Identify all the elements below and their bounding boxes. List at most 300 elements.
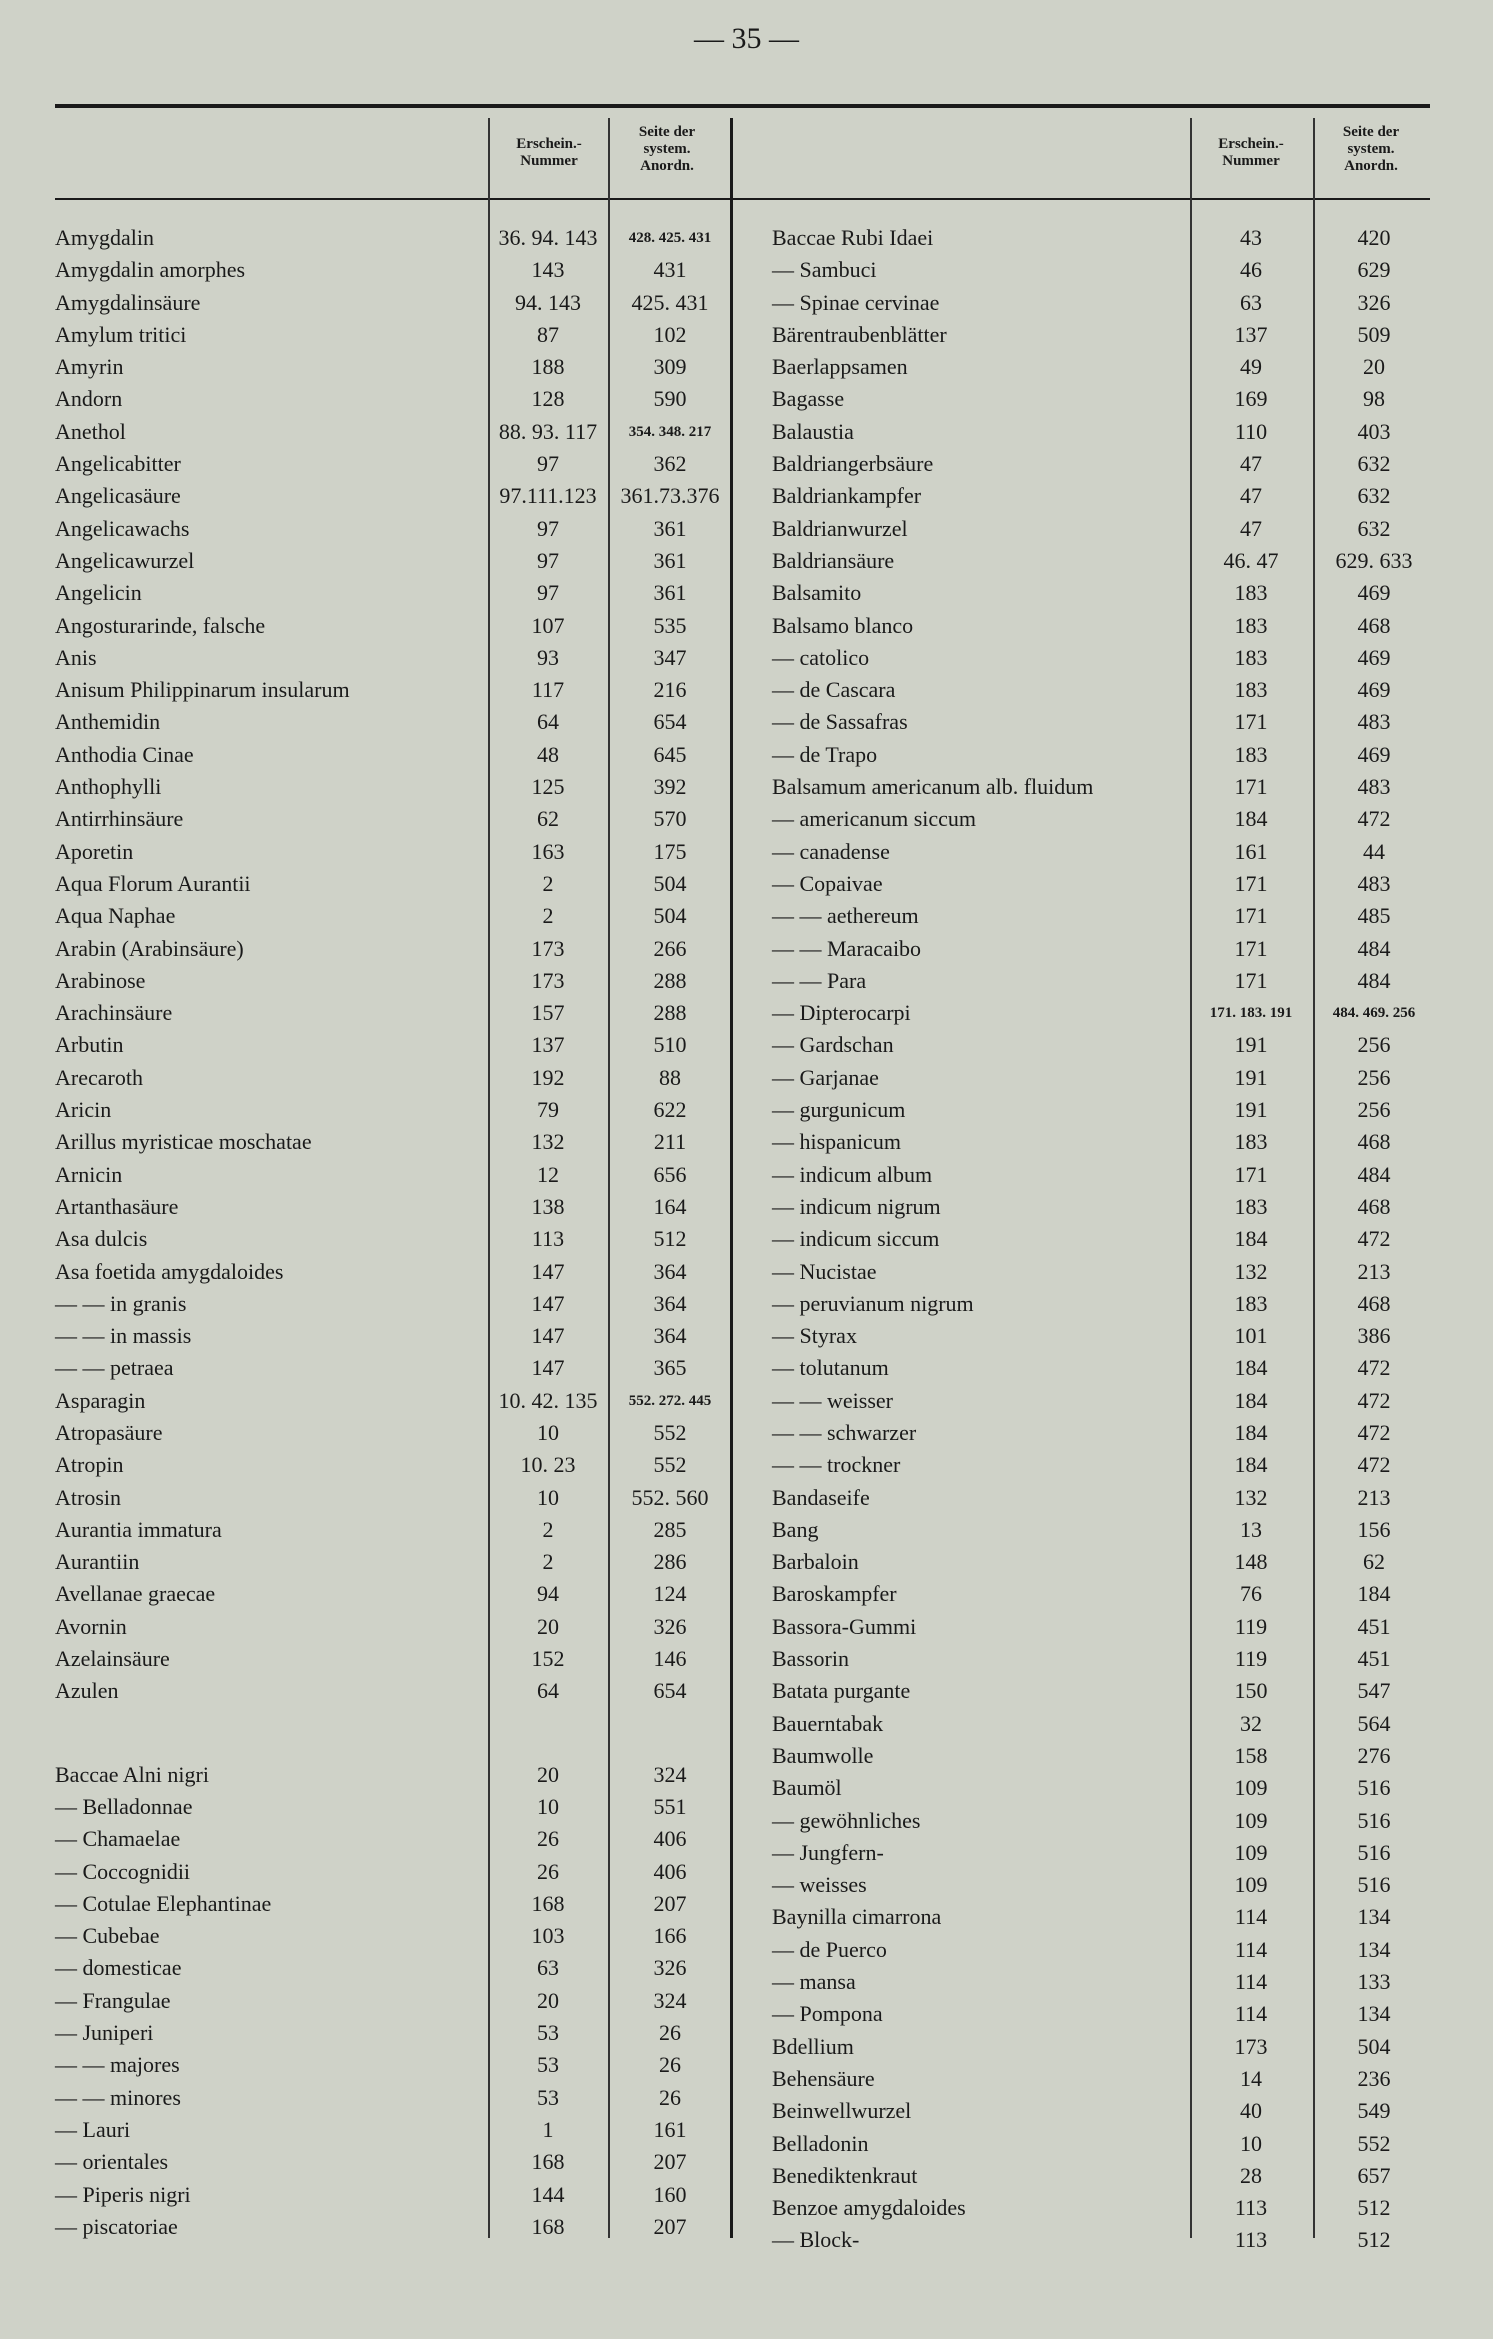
index-entry [55, 642, 725, 674]
index-entry [772, 2128, 1432, 2160]
index-entry [772, 2095, 1432, 2127]
index-entry [772, 1449, 1432, 1481]
index-entry [772, 2160, 1432, 2192]
entry-erschein-nummer: 137 [1234, 321, 1268, 347]
index-entry [772, 965, 1432, 997]
entry-erschein-nummer: 64 [537, 1678, 559, 1704]
index-entry [55, 1823, 725, 1855]
index-entry [55, 287, 725, 319]
entry-erschein-nummer: 109 [1234, 1872, 1268, 1898]
entry-erschein-nummer: 161 [1234, 838, 1268, 864]
entry-erschein-nummer: 147 [531, 1355, 565, 1381]
entry-seite: 516 [1357, 1872, 1391, 1898]
entry-seite: 472 [1357, 1452, 1391, 1478]
entry-name: — Cotulae Elephantinae [55, 1890, 272, 1916]
header-seite-left: Seite der system. Anordn. [638, 124, 696, 174]
entry-seite: 485 [1357, 903, 1391, 929]
index-entry [772, 836, 1432, 868]
entry-seite: 164 [653, 1193, 687, 1219]
entry-erschein-nummer: 168 [531, 1890, 565, 1916]
entry-name: — catolico [772, 644, 870, 670]
entry-erschein-nummer: 183 [1234, 741, 1268, 767]
entry-seite: 26 [659, 2084, 681, 2110]
entry-name: Aurantiin [55, 1549, 140, 1575]
entry-seite: 364 [653, 1290, 687, 1316]
entry-name: Antirrhinsäure [55, 806, 184, 832]
entry-name: Baynilla cimarrona [772, 1904, 942, 1930]
index-entry [772, 222, 1432, 254]
index-entry [772, 577, 1432, 609]
entry-seite: 362 [653, 451, 687, 477]
index-entry [55, 674, 725, 706]
entry-name: — Juniperi [55, 2020, 154, 2046]
entry-seite: 629. 633 [1335, 547, 1413, 573]
index-entry [772, 448, 1432, 480]
entry-name: Aporetin [55, 838, 134, 864]
entry-erschein-nummer: 10. 42. 135 [498, 1387, 598, 1413]
entry-erschein-nummer: 173 [531, 935, 565, 961]
index-entry [772, 1126, 1432, 1158]
index-entry [772, 383, 1432, 415]
entry-seite: 469 [1357, 580, 1391, 606]
index-entry [55, 1126, 725, 1158]
entry-name: — Block- [772, 2227, 860, 2253]
index-entry [55, 1352, 725, 1384]
entry-name: — Belladonnae [55, 1793, 193, 1819]
entry-seite: 134 [1357, 2001, 1391, 2027]
entry-name: — de Puerco [772, 1936, 887, 1962]
entry-seite: 509 [1357, 321, 1391, 347]
entry-name: Barbaloin [772, 1549, 859, 1575]
entry-erschein-nummer: 169 [1234, 386, 1268, 412]
entry-seite: 516 [1357, 1839, 1391, 1865]
entry-erschein-nummer: 26 [537, 1858, 559, 1884]
header-rule [55, 198, 1430, 200]
entry-seite: 207 [653, 2149, 687, 2175]
entry-name: Angelicawachs [55, 515, 190, 541]
index-entry [772, 1966, 1432, 1998]
entry-erschein-nummer: 2 [542, 870, 554, 896]
entry-name: — orientales [55, 2149, 169, 2175]
entry-seite: 26 [659, 2020, 681, 2046]
index-entry [55, 1094, 725, 1126]
entry-name: — Styrax [772, 1323, 857, 1349]
entry-seite: 364 [653, 1258, 687, 1284]
entry-seite: 428. 425. 431 [628, 230, 712, 246]
entry-name: — Jungfern- [772, 1839, 884, 1865]
entry-seite: 361 [653, 580, 687, 606]
entry-name: Anthophylli [55, 774, 162, 800]
entry-seite: 472 [1357, 806, 1391, 832]
entry-erschein-nummer: 2 [542, 1516, 554, 1542]
entry-name: Behensäure [772, 2065, 875, 2091]
entry-erschein-nummer: 110 [1234, 418, 1268, 444]
entry-seite: 365 [653, 1355, 687, 1381]
entry-erschein-nummer: 109 [1234, 1775, 1268, 1801]
entry-erschein-nummer: 171 [1234, 903, 1268, 929]
index-entry [772, 1578, 1432, 1610]
left-index-column [55, 222, 725, 2243]
index-entry [55, 610, 725, 642]
entry-erschein-nummer: 101 [1234, 1323, 1268, 1349]
entry-erschein-nummer: 119 [1234, 1646, 1268, 1672]
entry-name: Avellanae graecae [55, 1581, 216, 1607]
entry-seite: 207 [653, 1890, 687, 1916]
entry-seite: 361.73.376 [620, 483, 720, 509]
entry-seite: 134 [1357, 1936, 1391, 1962]
entry-erschein-nummer: 144 [531, 2181, 565, 2207]
entry-erschein-nummer: 12 [537, 1161, 559, 1187]
entry-seite: 564 [1357, 1710, 1391, 1736]
entry-seite: 326 [653, 1955, 687, 1981]
index-entry [55, 1791, 725, 1823]
entry-erschein-nummer: 32 [1240, 1710, 1262, 1736]
entry-name: — — in massis [55, 1323, 192, 1349]
entry-seite: 472 [1357, 1387, 1391, 1413]
index-entry [772, 1837, 1432, 1869]
index-entry [772, 1029, 1432, 1061]
index-entry [55, 1985, 725, 2017]
entry-erschein-nummer: 48 [537, 741, 559, 767]
index-entry [55, 1578, 725, 1610]
entry-seite: 392 [653, 774, 687, 800]
entry-seite: 175 [653, 838, 687, 864]
index-entry [55, 1675, 725, 1707]
index-entry [55, 706, 725, 738]
entry-erschein-nummer: 2 [542, 903, 554, 929]
entry-seite: 504 [653, 870, 687, 896]
entry-erschein-nummer: 132 [1234, 1258, 1268, 1284]
entry-erschein-nummer: 64 [537, 709, 559, 735]
entry-erschein-nummer: 143 [531, 257, 565, 283]
entry-name: Angelicawurzel [55, 547, 195, 573]
entry-erschein-nummer: 183 [1234, 644, 1268, 670]
entry-seite: 549 [1357, 2098, 1391, 2124]
entry-seite: 406 [653, 1858, 687, 1884]
entry-erschein-nummer: 183 [1234, 1129, 1268, 1155]
entry-name: — Piperis nigri [55, 2181, 191, 2207]
entry-name: — piscatoriae [55, 2213, 178, 2239]
entry-seite: 512 [653, 1226, 687, 1252]
entry-seite: 552 [653, 1452, 687, 1478]
entry-name: Atropin [55, 1452, 124, 1478]
entry-name: — de Sassafras [772, 709, 908, 735]
entry-seite: 451 [1357, 1646, 1391, 1672]
entry-erschein-nummer: 184 [1234, 1452, 1268, 1478]
entry-name: Amyrin [55, 354, 124, 380]
entry-erschein-nummer: 2 [542, 1549, 554, 1575]
entry-name: Bärentraubenblätter [772, 321, 947, 347]
entry-name: Benzoe amygdaloides [772, 2195, 966, 2221]
entry-erschein-nummer: 173 [1234, 2033, 1268, 2059]
entry-erschein-nummer: 171 [1234, 709, 1268, 735]
entry-seite: 552. 560 [631, 1484, 709, 1510]
entry-erschein-nummer: 113 [531, 1226, 565, 1252]
index-entry [772, 513, 1432, 545]
index-entry [55, 1062, 725, 1094]
entry-seite: 629 [1357, 257, 1391, 283]
entry-seite: 632 [1357, 483, 1391, 509]
index-entry [772, 1223, 1432, 1255]
entry-erschein-nummer: 183 [1234, 612, 1268, 638]
entry-seite: 256 [1357, 1064, 1391, 1090]
entry-erschein-nummer: 191 [1234, 1097, 1268, 1123]
entry-name: — indicum nigrum [772, 1193, 941, 1219]
entry-name: — de Cascara [772, 677, 896, 703]
entry-name: Baldriansäure [772, 547, 895, 573]
index-entry [772, 351, 1432, 383]
entry-name: Arillus myristicae moschatae [55, 1129, 312, 1155]
entry-name: Asa dulcis [55, 1226, 148, 1252]
entry-erschein-nummer: 94 [537, 1581, 559, 1607]
entry-name: — indicum siccum [772, 1226, 940, 1252]
entry-erschein-nummer: 10 [537, 1793, 559, 1819]
entry-name: Artanthasäure [55, 1193, 179, 1219]
entry-seite: 276 [1357, 1742, 1391, 1768]
entry-name: Bdellium [772, 2033, 854, 2059]
entry-seite: 484 [1357, 967, 1391, 993]
entry-erschein-nummer: 109 [1234, 1807, 1268, 1833]
index-entry [772, 254, 1432, 286]
entry-erschein-nummer: 184 [1234, 1355, 1268, 1381]
entry-seite: 469 [1357, 741, 1391, 767]
index-entry [772, 1256, 1432, 1288]
entry-name: — — weisser [772, 1387, 893, 1413]
entry-erschein-nummer: 168 [531, 2213, 565, 2239]
index-entry [55, 2114, 725, 2146]
entry-seite: 20 [1363, 354, 1385, 380]
entry-erschein-nummer: 47 [1240, 515, 1262, 541]
entry-name: Atrosin [55, 1484, 121, 1510]
entry-erschein-nummer: 53 [537, 2084, 559, 2110]
index-entry [55, 1029, 725, 1061]
entry-name: Aqua Florum Aurantii [55, 870, 251, 896]
entry-seite: 98 [1363, 386, 1385, 412]
entry-seite: 516 [1357, 1775, 1391, 1801]
index-entry [772, 1417, 1432, 1449]
entry-name: — Lauri [55, 2116, 131, 2142]
entry-name: Balsamum americanum alb. fluidum [772, 774, 1094, 800]
entry-name: Asa foetida amygdaloides [55, 1258, 284, 1284]
header-erschein-left: Erschein.- Nummer [516, 136, 582, 169]
entry-name: Amygdalin amorphes [55, 257, 246, 283]
entry-name: — — minores [55, 2084, 181, 2110]
index-entry [55, 2049, 725, 2081]
index-entry [55, 803, 725, 835]
entry-seite: 166 [653, 1923, 687, 1949]
header-seite-right: Seite der system. Anordn. [1342, 124, 1400, 174]
entry-erschein-nummer: 47 [1240, 483, 1262, 509]
index-entry [772, 1998, 1432, 2030]
entry-erschein-nummer: 109 [1234, 1839, 1268, 1865]
entry-seite: 26 [659, 2052, 681, 2078]
entry-erschein-nummer: 97 [537, 451, 559, 477]
entry-erschein-nummer: 53 [537, 2052, 559, 2078]
entry-erschein-nummer: 10 [537, 1484, 559, 1510]
index-entry [55, 351, 725, 383]
index-entry [772, 1675, 1432, 1707]
entry-seite: 44 [1363, 838, 1385, 864]
entry-name: Baumwolle [772, 1742, 874, 1768]
entry-seite: 472 [1357, 1419, 1391, 1445]
entry-erschein-nummer: 43 [1240, 225, 1262, 250]
index-entry [55, 2146, 725, 2178]
entry-name: Baccae Alni nigri [55, 1761, 209, 1787]
index-entry [772, 1772, 1432, 1804]
entry-seite: 451 [1357, 1613, 1391, 1639]
index-entry [772, 2031, 1432, 2063]
index-entry [772, 1288, 1432, 1320]
entry-name: Andorn [55, 386, 123, 412]
entry-name: — — aethereum [772, 903, 919, 929]
entry-seite: 512 [1357, 2195, 1391, 2221]
index-entry [772, 1191, 1432, 1223]
entry-erschein-nummer: 97 [537, 580, 559, 606]
entry-erschein-nummer: 171. 183. 191 [1209, 1005, 1293, 1022]
entry-erschein-nummer: 46. 47 [1223, 547, 1279, 573]
entry-erschein-nummer: 191 [1234, 1032, 1268, 1058]
entry-erschein-nummer: 117 [531, 677, 565, 703]
index-entry [55, 545, 725, 577]
entry-seite: 516 [1357, 1807, 1391, 1833]
index-entry [772, 1385, 1432, 1417]
entry-seite: 645 [653, 741, 687, 767]
entry-name: Beinwellwurzel [772, 2098, 912, 2124]
entry-seite: 326 [1357, 289, 1391, 315]
entry-erschein-nummer: 63 [537, 1955, 559, 1981]
index-entry [55, 2211, 725, 2243]
entry-erschein-nummer: 184 [1234, 806, 1268, 832]
entry-erschein-nummer: 191 [1234, 1064, 1268, 1090]
index-entry [55, 513, 725, 545]
index-entry [55, 771, 725, 803]
entry-name: Arnicin [55, 1161, 123, 1187]
entry-seite: 654 [653, 709, 687, 735]
entry-name: — — schwarzer [772, 1419, 917, 1445]
entry-name: Bauerntabak [772, 1710, 884, 1736]
entry-seite: 213 [1357, 1484, 1391, 1510]
entry-name: — — in granis [55, 1290, 187, 1316]
entry-erschein-nummer: 114 [1234, 1969, 1268, 1995]
entry-name: — Copaivae [772, 870, 883, 896]
entry-seite: 285 [653, 1516, 687, 1542]
entry-name: Benediktenkraut [772, 2162, 918, 2188]
index-entry [772, 1805, 1432, 1837]
entry-name: — Garjanae [772, 1064, 879, 1090]
entry-name: — Gardschan [772, 1032, 894, 1058]
entry-erschein-nummer: 152 [531, 1646, 565, 1672]
entry-name: Anthodia Cinae [55, 741, 194, 767]
entry-erschein-nummer: 113 [1234, 2227, 1268, 2253]
entry-erschein-nummer: 173 [531, 967, 565, 993]
entry-seite: 211 [653, 1129, 687, 1155]
entry-seite: 309 [653, 354, 687, 380]
entry-erschein-nummer: 20 [537, 1987, 559, 2013]
entry-seite: 354. 348. 217 [628, 423, 712, 440]
entry-name: Amygdalinsäure [55, 289, 201, 315]
index-entry [55, 1643, 725, 1675]
entry-name: Baldriankampfer [772, 483, 922, 509]
entry-name: Arachinsäure [55, 1000, 173, 1026]
entry-seite: 483 [1357, 709, 1391, 735]
entry-seite: 425. 431 [631, 289, 709, 315]
entry-erschein-nummer: 53 [537, 2020, 559, 2046]
entry-name: — americanum siccum [772, 806, 977, 832]
entry-erschein-nummer: 1 [542, 2116, 554, 2142]
index-entry [772, 1482, 1432, 1514]
entry-seite: 632 [1357, 515, 1391, 541]
entry-seite: 570 [653, 806, 687, 832]
entry-seite: 469 [1357, 677, 1391, 703]
index-entry [55, 1320, 725, 1352]
index-entry [55, 965, 725, 997]
entry-seite: 184 [1357, 1581, 1391, 1607]
index-entry [772, 416, 1432, 448]
index-entry [772, 1320, 1432, 1352]
entry-name: — hispanicum [772, 1129, 901, 1155]
entry-seite: 256 [1357, 1097, 1391, 1123]
index-entry [55, 1920, 725, 1952]
right-index-column [772, 222, 1432, 2257]
entry-seite: 510 [653, 1032, 687, 1058]
entry-name: Aricin [55, 1097, 112, 1123]
index-entry [55, 739, 725, 771]
entry-name: Angosturarinde, falsche [55, 612, 266, 638]
entry-name: Avornin [55, 1613, 127, 1639]
entry-seite: 468 [1357, 1290, 1391, 1316]
entry-name: Angelicasäure [55, 483, 181, 509]
entry-name: — gurgunicum [772, 1097, 906, 1123]
index-entry [55, 254, 725, 286]
entry-erschein-nummer: 183 [1234, 580, 1268, 606]
index-entry [55, 900, 725, 932]
index-entry [55, 577, 725, 609]
index-entry [55, 1482, 725, 1514]
index-entry [55, 319, 725, 351]
entry-seite: 288 [653, 967, 687, 993]
entry-name: — Nucistae [772, 1258, 877, 1284]
index-entry [55, 480, 725, 512]
index-entry [55, 222, 725, 254]
entry-seite: 386 [1357, 1323, 1391, 1349]
entry-seite: 472 [1357, 1226, 1391, 1252]
entry-name: — — trockner [772, 1452, 901, 1478]
entry-erschein-nummer: 76 [1240, 1581, 1262, 1607]
entry-erschein-nummer: 171 [1234, 935, 1268, 961]
entry-erschein-nummer: 148 [1234, 1549, 1268, 1575]
entry-erschein-nummer: 125 [531, 774, 565, 800]
entry-name: Angelicabitter [55, 451, 181, 477]
entry-name: — — Para [772, 967, 867, 993]
entry-erschein-nummer: 88. 93. 117 [498, 418, 598, 444]
index-entry [55, 1759, 725, 1791]
entry-name: Arabinose [55, 967, 146, 993]
entry-erschein-nummer: 168 [531, 2149, 565, 2175]
entry-seite: 160 [653, 2181, 687, 2207]
entry-seite: 622 [653, 1097, 687, 1123]
entry-seite: 133 [1357, 1969, 1391, 1995]
index-entry [772, 1708, 1432, 1740]
entry-seite: 484. 469. 256 [1332, 1005, 1416, 1022]
index-entry [55, 448, 725, 480]
entry-erschein-nummer: 47 [1240, 451, 1262, 477]
entry-seite: 547 [1357, 1678, 1391, 1704]
entry-erschein-nummer: 147 [531, 1290, 565, 1316]
entry-erschein-nummer: 103 [531, 1923, 565, 1949]
col-rule-center [730, 118, 733, 2238]
entry-seite: 286 [653, 1549, 687, 1575]
entry-name: — Spinae cervinae [772, 289, 940, 315]
